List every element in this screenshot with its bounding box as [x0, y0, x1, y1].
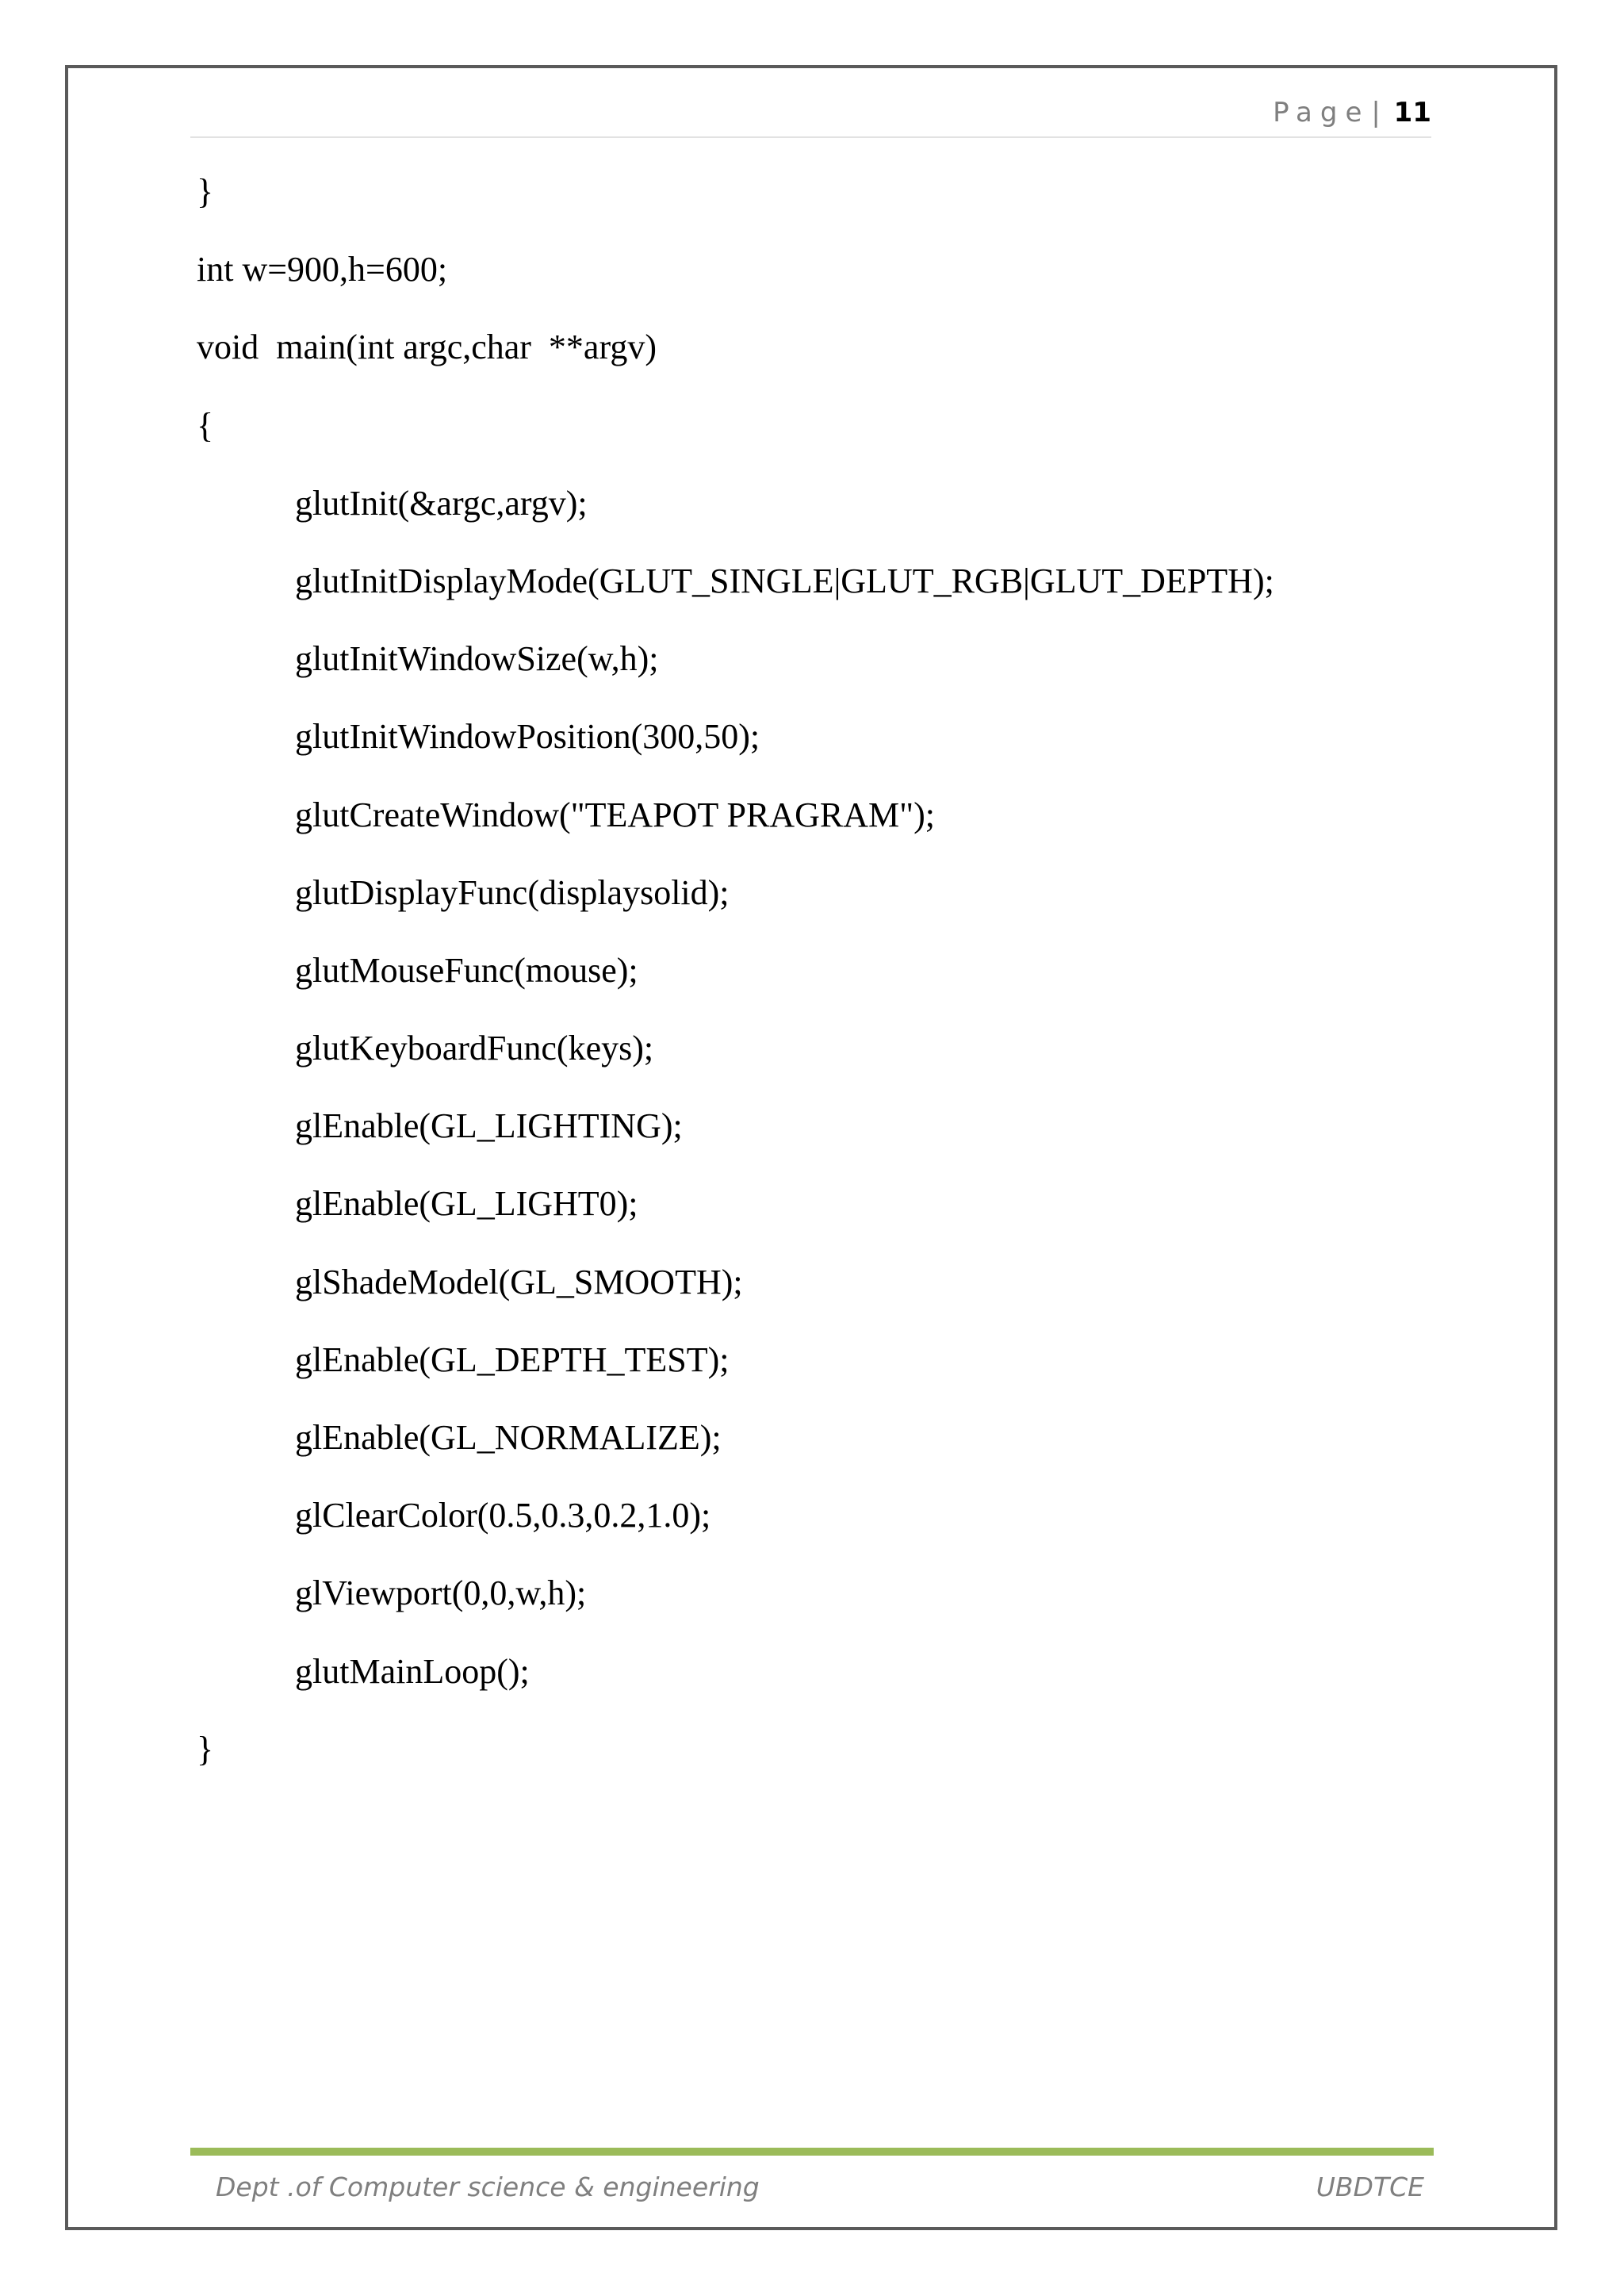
code-line: glutDisplayFunc(displaysolid);: [295, 872, 730, 912]
page-separator: |: [1371, 97, 1381, 128]
code-line: {: [197, 405, 214, 445]
code-line: glEnable(GL_LIGHT0);: [295, 1184, 638, 1224]
page-word: Page: [1273, 97, 1370, 128]
code-line: }: [197, 172, 214, 211]
code-line: glutCreateWindow("TEAPOT PRAGRAM");: [295, 795, 935, 834]
code-line: glutInitWindowSize(w,h);: [295, 639, 659, 679]
code-line: glEnable(GL_LIGHTING);: [295, 1106, 683, 1146]
code-line: glutInitWindowPosition(300,50);: [295, 717, 760, 757]
code-line: glClearColor(0.5,0.3,0.2,1.0);: [295, 1496, 711, 1535]
code-line: glutMouseFunc(mouse);: [295, 950, 638, 990]
code-line: glutInit(&argc,argv);: [295, 483, 588, 523]
code-line: glShadeModel(GL_SMOOTH);: [295, 1262, 743, 1301]
code-line: }: [197, 1729, 214, 1769]
code-listing: [197, 167, 1434, 1802]
code-line: glViewport(0,0,w,h);: [295, 1573, 587, 1613]
code-line: glEnable(GL_NORMALIZE);: [295, 1418, 722, 1457]
footer-rule: [190, 2148, 1434, 2156]
code-line: glutKeyboardFunc(keys);: [295, 1029, 654, 1068]
page-number-label: [1273, 97, 1431, 128]
page-number: 11: [1393, 97, 1431, 128]
code-line: glEnable(GL_DEPTH_TEST);: [295, 1340, 730, 1379]
code-line: glutMainLoop();: [295, 1651, 530, 1691]
code-line: void main(int argc,char **argv): [197, 328, 657, 367]
footer-department: Dept .of Computer science & engineering: [216, 2171, 760, 2202]
footer-institution: UBDTCE: [1316, 2171, 1424, 2202]
page-header: [190, 94, 1431, 138]
code-line: glutInitDisplayMode(GLUT_SINGLE|GLUT_RGB|GLUT_DEPTH);: [295, 561, 1274, 600]
code-line: int w=900,h=600;: [197, 250, 448, 289]
